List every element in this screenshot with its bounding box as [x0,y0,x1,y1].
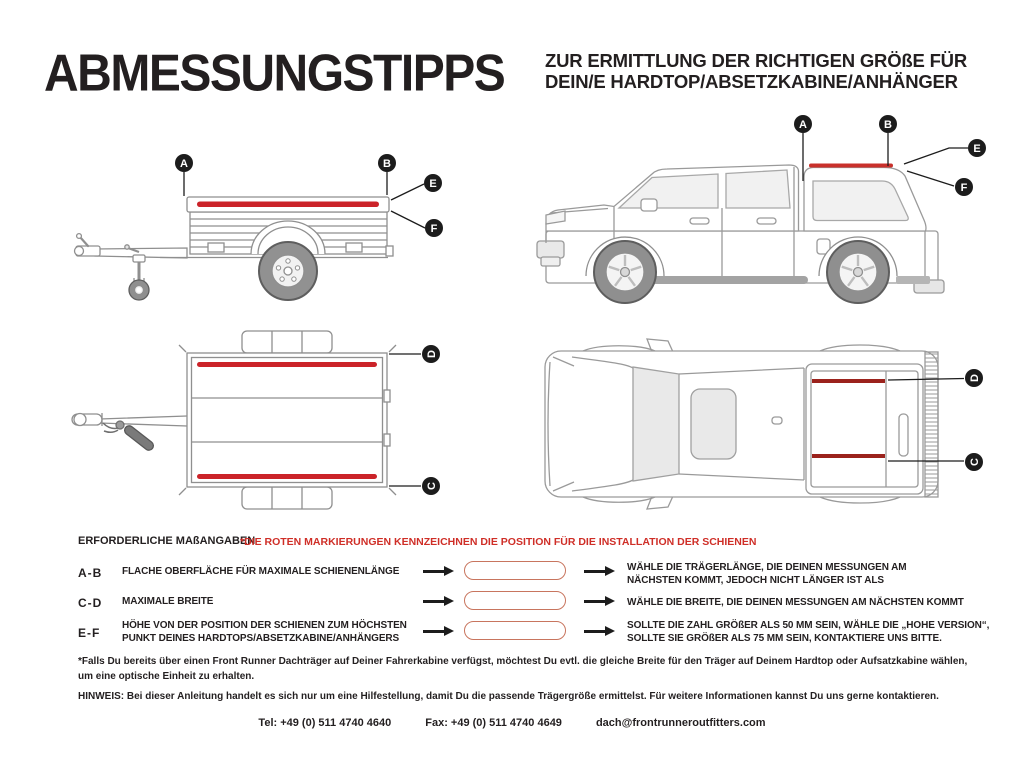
page-title: ABMESSUNGSTIPPS [44,45,505,103]
measurement-label: MAXIMALE BREITE [122,596,214,607]
measurement-input[interactable] [464,621,566,640]
marker-d-label: D [968,374,981,382]
measurement-key: E-F [78,626,101,640]
arrow-right-icon [584,570,605,573]
arrow-right-icon [423,630,444,633]
marker-e-label: E [973,142,981,155]
measurement-label: HÖHE VON DER POSITION DER SCHIENEN ZUM HÖCHSTEN PUNKT DEINES HARDTOPS/ABSETZKABINE/ANHÄNGERS [122,620,407,644]
asterisk-footnote: *Falls Du bereits über einen Front Runner Dachträger auf Deiner Fahrerkabine verfügst, möchtest Du evtl. die gleiche Breite für den Träger auf Deinem Hardtop oder Aufsatzkabine wählen, um eine optische Einheit zu erhalten. [78,656,968,682]
marker-f-label: F [960,181,968,194]
measurement-key: C-D [78,596,103,610]
contact-email: dach@frontrunneroutfitters.com [595,717,766,729]
contact-fax: Fax: +49 (0) 511 4740 4649 [425,717,562,729]
contact-tel: Tel: +49 (0) 511 4740 4640 [258,717,392,729]
measurement-result: SOLLTE DIE ZAHL GRÖßER ALS 50 MM SEIN, WÄHLE DIE „HOHE VERSION“, SOLLTE SIE GRÖßER ALS 75 MM SEIN, KONTAKTIERE UNS BITTE. [627,620,990,644]
marker-b-label: B [884,118,892,131]
measurement-key: A-B [78,566,103,580]
marker-c-label: C [968,458,981,466]
marker-a-label: A [799,118,807,131]
marker-c-label: C [425,482,438,490]
rail-marking-trailer-side [197,202,379,208]
trailer-top-view [72,331,396,509]
rail-marking-trailer-top-2 [197,474,377,479]
marker-a-label: A [180,157,188,170]
rail-marking-truck-top-2 [812,454,885,458]
measurements-heading: ERFORDERLICHE MAßANGABEN [78,535,256,547]
measurement-result: WÄHLE DIE TRÄGERLÄNGE, DIE DEINEN MESSUNGEN AM NÄCHSTEN KOMMT, JEDOCH NICHT LÄNGER IST ALS [627,562,907,586]
rail-marking-truck-side [809,164,893,168]
trailer-side-view [75,197,394,300]
contact-bar [0,717,1024,729]
hinweis-note: HINWEIS: Bei dieser Anleitung handelt es sich nur um eine Hilfestellung, damit Du die passende Trägergröße ermittelst. Für weitere Informationen kannst Du uns gerne kontaktieren. [78,691,939,702]
trailer-top-markers [389,345,440,495]
arrow-right-icon [584,600,605,603]
arrow-right-icon [423,600,444,603]
rail-marking-truck-top-1 [812,379,885,383]
measurement-input[interactable] [464,591,566,610]
truck-top-view [545,339,938,509]
measurement-label: FLACHE OBERFLÄCHE FÜR MAXIMALE SCHIENENLÄNGE [122,566,400,577]
measurement-result: WÄHLE DIE BREITE, DIE DEINEN MESSUNGEN AM NÄCHSTEN KOMMT [627,597,964,608]
rail-marking-trailer-top-1 [197,362,377,367]
marker-e-label: E [429,177,437,190]
measurement-input[interactable] [464,561,566,580]
arrow-right-icon [584,630,605,633]
marker-d-label: D [425,350,438,358]
marker-f-label: F [430,222,438,235]
truck-side-view [537,164,944,304]
arrow-right-icon [423,570,444,573]
marker-b-label: B [383,157,391,170]
subtitle-line: DEIN/E HARDTOP/ABSETZKABINE/ANHÄNGER [545,71,958,92]
subtitle-line: ZUR ERMITTLUNG DER RICHTIGEN GRÖßE FÜR [545,50,967,71]
red-marking-note: *DIE ROTEN MARKIERUNGEN KENNZEICHNEN DIE POSITION FÜR DIE INSTALLATION DER SCHIENEN [240,535,757,548]
